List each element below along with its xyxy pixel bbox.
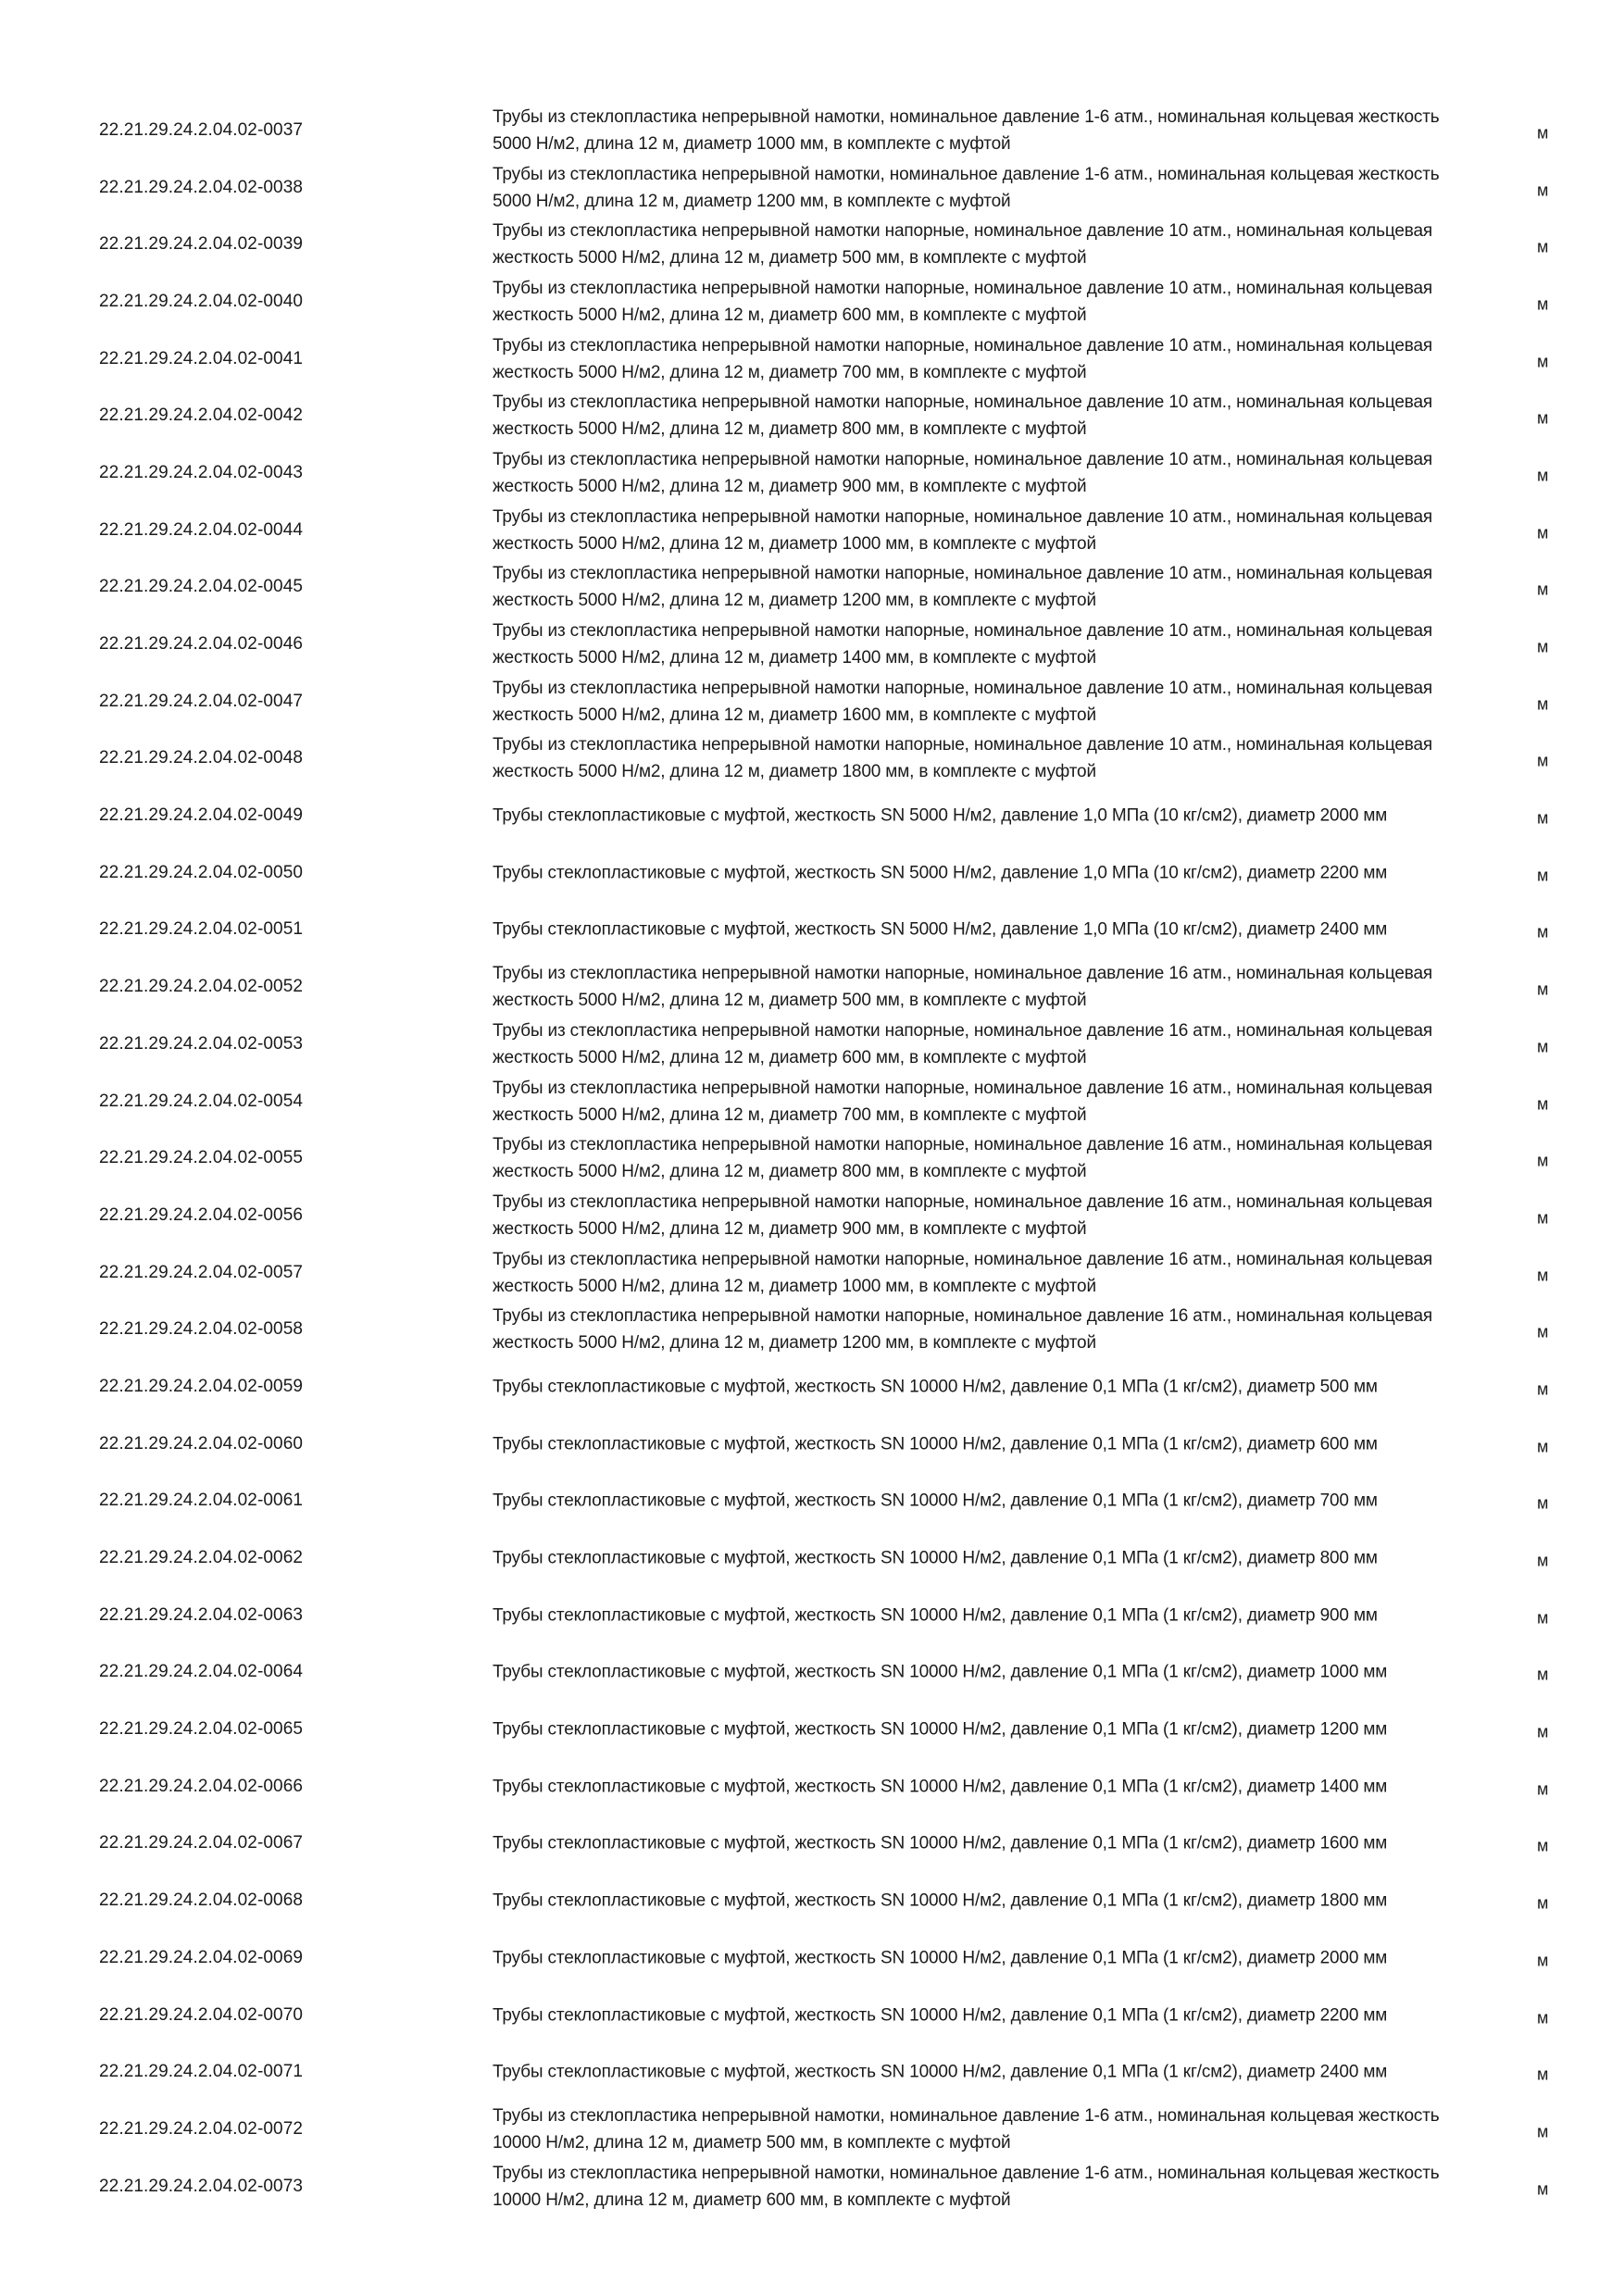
unit-of-measure: м xyxy=(1537,922,1549,942)
unit-of-measure: м xyxy=(1537,1437,1549,1456)
table-row xyxy=(0,331,1624,388)
unit-of-measure: м xyxy=(1537,1208,1549,1228)
resource-description: Трубы из стеклопластика непрерывной намотки напорные, номинальное давление 16 атм., номинальная кольцевая жесткость 5000 Н/м2, длина 12 м, диаметр 900 мм, в комплекте с муфтой xyxy=(493,1192,1433,1239)
table-row xyxy=(0,2101,1624,2158)
table-row xyxy=(0,387,1624,444)
unit-of-measure: м xyxy=(1537,694,1549,714)
resource-description: Трубы стеклопластиковые с муфтой, жесткость SN 5000 Н/м2, давление 1,0 МПа (10 кг/см2), диаметр 2400 мм xyxy=(493,919,1388,940)
resource-code: 22.21.29.24.2.04.02-0045 xyxy=(99,577,304,597)
unit-of-measure: м xyxy=(1537,1551,1549,1570)
table-row xyxy=(0,216,1624,273)
unit-of-measure: м xyxy=(1537,1322,1549,1341)
resource-description: Трубы из стеклопластика непрерывной намотки напорные, номинальное давление 16 атм., номинальная кольцевая жесткость 5000 Н/м2, длина 12 м, диаметр 1000 мм, в комплекте с муфтой xyxy=(493,1249,1433,1296)
resource-description: Трубы стеклопластиковые с муфтой, жесткость SN 10000 Н/м2, давление 0,1 МПа (1 кг/см2), диаметр 1400 мм xyxy=(493,1777,1388,1797)
unit-of-measure: м xyxy=(1537,1893,1549,1913)
resource-description: Трубы стеклопластиковые с муфтой, жесткость SN 10000 Н/м2, давление 0,1 МПа (1 кг/см2), диаметр 900 мм xyxy=(493,1605,1378,1626)
resource-code: 22.21.29.24.2.04.02-0061 xyxy=(99,1491,304,1511)
resource-description: Трубы стеклопластиковые с муфтой, жесткость SN 10000 Н/м2, давление 0,1 МПа (1 кг/см2), диаметр 1800 мм xyxy=(493,1890,1388,1911)
resource-code: 22.21.29.24.2.04.02-0041 xyxy=(99,348,304,368)
resource-description: Трубы из стеклопластика непрерывной намотки, номинальное давление 1-6 атм., номинальная кольцевая жесткость 5000 Н/м2, длина 12 м, диаметр 1200 мм, в комплекте с муфтой xyxy=(493,164,1440,211)
resource-description: Трубы стеклопластиковые с муфтой, жесткость SN 10000 Н/м2, давление 0,1 МПа (1 кг/см2), диаметр 2000 мм xyxy=(493,1948,1388,1968)
resource-description: Трубы стеклопластиковые с муфтой, жесткость SN 5000 Н/м2, давление 1,0 МПа (10 кг/см2), диаметр 2200 мм xyxy=(493,863,1388,883)
table-row xyxy=(0,1872,1624,1929)
table-row xyxy=(0,1758,1624,1816)
table-row xyxy=(0,1187,1624,1244)
resource-description: Трубы стеклопластиковые с муфтой, жесткость SN 10000 Н/м2, давление 0,1 МПа (1 кг/см2), диаметр 500 мм xyxy=(493,1377,1378,1397)
resource-description: Трубы из стеклопластика непрерывной намотки напорные, номинальное давление 10 атм., номинальная кольцевая жесткость 5000 Н/м2, длина 12 м, диаметр 1800 мм, в комплекте с муфтой xyxy=(493,735,1433,782)
resource-description: Трубы из стеклопластика непрерывной намотки, номинальное давление 1-6 атм., номинальная кольцевая жесткость 10000 Н/м2, длина 12 м, диаметр 500 мм, в комплекте с муфтой xyxy=(493,2105,1440,2152)
unit-of-measure: м xyxy=(1537,1608,1549,1628)
resource-description: Трубы стеклопластиковые с муфтой, жесткость SN 10000 Н/м2, давление 0,1 МПа (1 кг/см2), диаметр 1000 мм xyxy=(493,1662,1388,1682)
table-row xyxy=(0,159,1624,217)
unit-of-measure: м xyxy=(1537,351,1549,370)
unit-of-measure: м xyxy=(1537,180,1549,199)
table-row xyxy=(0,1587,1624,1644)
resource-description: Трубы из стеклопластика непрерывной намотки напорные, номинальное давление 16 атм., номинальная кольцевая жесткость 5000 Н/м2, длина 12 м, диаметр 1200 мм, в комплекте с муфтой xyxy=(493,1306,1433,1354)
resource-code: 22.21.29.24.2.04.02-0060 xyxy=(99,1433,304,1454)
resource-description: Трубы из стеклопластика непрерывной намотки напорные, номинальное давление 10 атм., номинальная кольцевая жесткость 5000 Н/м2, длина 12 м, диаметр 700 мм, в комплекте с муфтой xyxy=(493,335,1433,382)
resource-code: 22.21.29.24.2.04.02-0043 xyxy=(99,462,304,482)
unit-of-measure: м xyxy=(1537,1951,1549,1970)
resource-description: Трубы из стеклопластика непрерывной намотки напорные, номинальное давление 10 атм., номинальная кольцевая жесткость 5000 Н/м2, длина 12 м, диаметр 1200 мм, в комплекте с муфтой xyxy=(493,564,1433,611)
table-row xyxy=(0,102,1624,159)
resource-description: Трубы из стеклопластика непрерывной намотки напорные, номинальное давление 16 атм., номинальная кольцевая жесткость 5000 Н/м2, длина 12 м, диаметр 800 мм, в комплекте с муфтой xyxy=(493,1135,1433,1182)
unit-of-measure: м xyxy=(1537,1037,1549,1056)
resource-code: 22.21.29.24.2.04.02-0059 xyxy=(99,1376,304,1396)
table-row xyxy=(0,1529,1624,1587)
resource-code: 22.21.29.24.2.04.02-0070 xyxy=(99,2004,304,2025)
unit-of-measure: м xyxy=(1537,2065,1549,2084)
resource-description: Трубы стеклопластиковые с муфтой, жесткость SN 10000 Н/м2, давление 0,1 МПа (1 кг/см2), диаметр 1600 мм xyxy=(493,1833,1388,1853)
resource-code: 22.21.29.24.2.04.02-0042 xyxy=(99,406,304,426)
resource-code: 22.21.29.24.2.04.02-0072 xyxy=(99,2118,304,2139)
resource-description: Трубы из стеклопластика непрерывной намотки напорные, номинальное давление 10 атм., номинальная кольцевая жесткость 5000 Н/м2, длина 12 м, диаметр 1400 мм, в комплекте с муфтой xyxy=(493,621,1433,668)
table-row xyxy=(0,673,1624,730)
unit-of-measure: м xyxy=(1537,523,1549,543)
resource-description: Трубы стеклопластиковые с муфтой, жесткость SN 10000 Н/м2, давление 0,1 МПа (1 кг/см2), диаметр 2400 мм xyxy=(493,2062,1388,2082)
resource-code: 22.21.29.24.2.04.02-0065 xyxy=(99,1719,304,1740)
table-row xyxy=(0,844,1624,902)
unit-of-measure: м xyxy=(1537,466,1549,485)
unit-of-measure: м xyxy=(1537,1379,1549,1399)
resource-description: Трубы стеклопластиковые с муфтой, жесткость SN 10000 Н/м2, давление 0,1 МПа (1 кг/см2), диаметр 2200 мм xyxy=(493,2005,1388,2026)
resource-code: 22.21.29.24.2.04.02-0064 xyxy=(99,1662,304,1682)
resource-code: 22.21.29.24.2.04.02-0046 xyxy=(99,634,304,655)
table-row xyxy=(0,1644,1624,1702)
table-row xyxy=(0,273,1624,331)
resource-code: 22.21.29.24.2.04.02-0053 xyxy=(99,1033,304,1054)
resource-code: 22.21.29.24.2.04.02-0038 xyxy=(99,177,304,197)
table-row xyxy=(0,730,1624,788)
unit-of-measure: м xyxy=(1537,637,1549,656)
resource-description: Трубы из стеклопластика непрерывной намотки напорные, номинальное давление 16 атм., номинальная кольцевая жесткость 5000 Н/м2, длина 12 м, диаметр 700 мм, в комплекте с муфтой xyxy=(493,1078,1433,1125)
unit-of-measure: м xyxy=(1537,1093,1549,1113)
resource-code: 22.21.29.24.2.04.02-0056 xyxy=(99,1204,304,1225)
resource-code: 22.21.29.24.2.04.02-0044 xyxy=(99,519,304,540)
resource-code: 22.21.29.24.2.04.02-0051 xyxy=(99,919,304,940)
table-row xyxy=(0,1016,1624,1073)
resource-description: Трубы из стеклопластика непрерывной намотки напорные, номинальное давление 10 атм., номинальная кольцевая жесткость 5000 Н/м2, длина 12 м, диаметр 800 мм, в комплекте с муфтой xyxy=(493,393,1433,440)
resource-code: 22.21.29.24.2.04.02-0057 xyxy=(99,1262,304,1282)
resource-description: Трубы стеклопластиковые с муфтой, жесткость SN 10000 Н/м2, давление 0,1 МПа (1 кг/см2), диаметр 600 мм xyxy=(493,1434,1378,1454)
resource-code: 22.21.29.24.2.04.02-0067 xyxy=(99,1833,304,1853)
unit-of-measure: м xyxy=(1537,2122,1549,2141)
resource-description: Трубы стеклопластиковые с муфтой, жесткость SN 10000 Н/м2, давление 0,1 МПа (1 кг/см2), диаметр 700 мм xyxy=(493,1491,1378,1511)
unit-of-measure: м xyxy=(1537,408,1549,428)
resource-description: Трубы из стеклопластика непрерывной намотки напорные, номинальное давление 16 атм., номинальная кольцевая жесткость 5000 Н/м2, длина 12 м, диаметр 600 мм, в комплекте с муфтой xyxy=(493,1020,1433,1067)
table-row xyxy=(0,1473,1624,1530)
table-row xyxy=(0,1244,1624,1302)
table-row xyxy=(0,1416,1624,1473)
unit-of-measure: м xyxy=(1537,1265,1549,1284)
resource-description: Трубы из стеклопластика непрерывной намотки напорные, номинальное давление 10 атм., номинальная кольцевая жесткость 5000 Н/м2, длина 12 м, диаметр 900 мм, в комплекте с муфтой xyxy=(493,449,1433,496)
table-row xyxy=(0,502,1624,559)
resource-description: Трубы из стеклопластика непрерывной намотки, номинальное давление 1-6 атм., номинальная кольцевая жесткость 5000 Н/м2, длина 12 м, диаметр 1000 мм, в комплекте с муфтой xyxy=(493,106,1440,154)
table-row xyxy=(0,616,1624,673)
table-row xyxy=(0,1987,1624,2044)
unit-of-measure: м xyxy=(1537,1779,1549,1799)
unit-of-measure: м xyxy=(1537,294,1549,314)
unit-of-measure: м xyxy=(1537,1493,1549,1513)
resource-code: 22.21.29.24.2.04.02-0062 xyxy=(99,1548,304,1568)
resource-code: 22.21.29.24.2.04.02-0047 xyxy=(99,691,304,711)
resource-code: 22.21.29.24.2.04.02-0073 xyxy=(99,2176,304,2196)
resource-description: Трубы из стеклопластика непрерывной намотки напорные, номинальное давление 10 атм., номинальная кольцевая жесткость 5000 Н/м2, длина 12 м, диаметр 600 мм, в комплекте с муфтой xyxy=(493,278,1433,325)
resource-description: Трубы из стеклопластика непрерывной намотки напорные, номинальное давление 10 атм., номинальная кольцевая жесткость 5000 Н/м2, длина 12 м, диаметр 500 мм, в комплекте с муфтой xyxy=(493,221,1433,268)
resource-description: Трубы из стеклопластика непрерывной намотки напорные, номинальное давление 10 атм., номинальная кольцевая жесткость 5000 Н/м2, длина 12 м, диаметр 1600 мм, в комплекте с муфтой xyxy=(493,678,1433,725)
unit-of-measure: м xyxy=(1537,980,1549,999)
table-row xyxy=(0,902,1624,959)
resource-description: Трубы из стеклопластика непрерывной намотки напорные, номинальное давление 16 атм., номинальная кольцевая жесткость 5000 Н/м2, длина 12 м, диаметр 500 мм, в комплекте с муфтой xyxy=(493,964,1433,1011)
resource-description: Трубы из стеклопластика непрерывной намотки, номинальное давление 1-6 атм., номинальная кольцевая жесткость 10000 Н/м2, длина 12 м, диаметр 600 мм, в комплекте с муфтой xyxy=(493,2163,1440,2210)
resource-code: 22.21.29.24.2.04.02-0052 xyxy=(99,977,304,997)
resource-code: 22.21.29.24.2.04.02-0058 xyxy=(99,1319,304,1340)
resource-code: 22.21.29.24.2.04.02-0071 xyxy=(99,2062,304,2082)
unit-of-measure: м xyxy=(1537,751,1549,770)
unit-of-measure: м xyxy=(1537,1722,1549,1741)
table-row xyxy=(0,1816,1624,1873)
resource-code: 22.21.29.24.2.04.02-0069 xyxy=(99,1947,304,1967)
table-row xyxy=(0,1929,1624,1987)
unit-of-measure: м xyxy=(1537,2007,1549,2027)
resource-code: 22.21.29.24.2.04.02-0055 xyxy=(99,1148,304,1168)
table-row xyxy=(0,2043,1624,2101)
resource-code: 22.21.29.24.2.04.02-0068 xyxy=(99,1890,304,1911)
resource-code: 22.21.29.24.2.04.02-0063 xyxy=(99,1604,304,1625)
table-row xyxy=(0,1073,1624,1130)
price-list-table xyxy=(0,102,1624,2215)
resource-description: Трубы стеклопластиковые с муфтой, жесткость SN 10000 Н/м2, давление 0,1 МПа (1 кг/см2), диаметр 1200 мм xyxy=(493,1719,1388,1740)
table-row xyxy=(0,1301,1624,1358)
unit-of-measure: м xyxy=(1537,1151,1549,1170)
resource-description: Трубы стеклопластиковые с муфтой, жесткость SN 10000 Н/м2, давление 0,1 МПа (1 кг/см2), диаметр 800 мм xyxy=(493,1548,1378,1568)
resource-code: 22.21.29.24.2.04.02-0049 xyxy=(99,805,304,826)
resource-code: 22.21.29.24.2.04.02-0050 xyxy=(99,862,304,882)
unit-of-measure: м xyxy=(1537,237,1549,256)
resource-code: 22.21.29.24.2.04.02-0040 xyxy=(99,291,304,311)
resource-code: 22.21.29.24.2.04.02-0037 xyxy=(99,119,304,140)
resource-description: Трубы из стеклопластика непрерывной намотки напорные, номинальное давление 10 атм., номинальная кольцевая жесткость 5000 Н/м2, длина 12 м, диаметр 1000 мм, в комплекте с муфтой xyxy=(493,506,1433,554)
table-row xyxy=(0,1358,1624,1416)
table-row xyxy=(0,2158,1624,2215)
table-row xyxy=(0,1701,1624,1758)
resource-description: Трубы стеклопластиковые с муфтой, жесткость SN 5000 Н/м2, давление 1,0 МПа (10 кг/см2), диаметр 2000 мм xyxy=(493,805,1388,826)
unit-of-measure: м xyxy=(1537,123,1549,143)
resource-code: 22.21.29.24.2.04.02-0039 xyxy=(99,234,304,255)
unit-of-measure: м xyxy=(1537,2178,1549,2198)
table-row xyxy=(0,1129,1624,1187)
unit-of-measure: м xyxy=(1537,1836,1549,1855)
table-row xyxy=(0,559,1624,617)
table-row xyxy=(0,444,1624,502)
resource-code: 22.21.29.24.2.04.02-0048 xyxy=(99,748,304,768)
unit-of-measure: м xyxy=(1537,808,1549,828)
resource-code: 22.21.29.24.2.04.02-0066 xyxy=(99,1776,304,1796)
unit-of-measure: м xyxy=(1537,1665,1549,1684)
resource-code: 22.21.29.24.2.04.02-0054 xyxy=(99,1091,304,1111)
unit-of-measure: м xyxy=(1537,580,1549,599)
unit-of-measure: м xyxy=(1537,866,1549,885)
table-row xyxy=(0,958,1624,1016)
table-row xyxy=(0,787,1624,844)
